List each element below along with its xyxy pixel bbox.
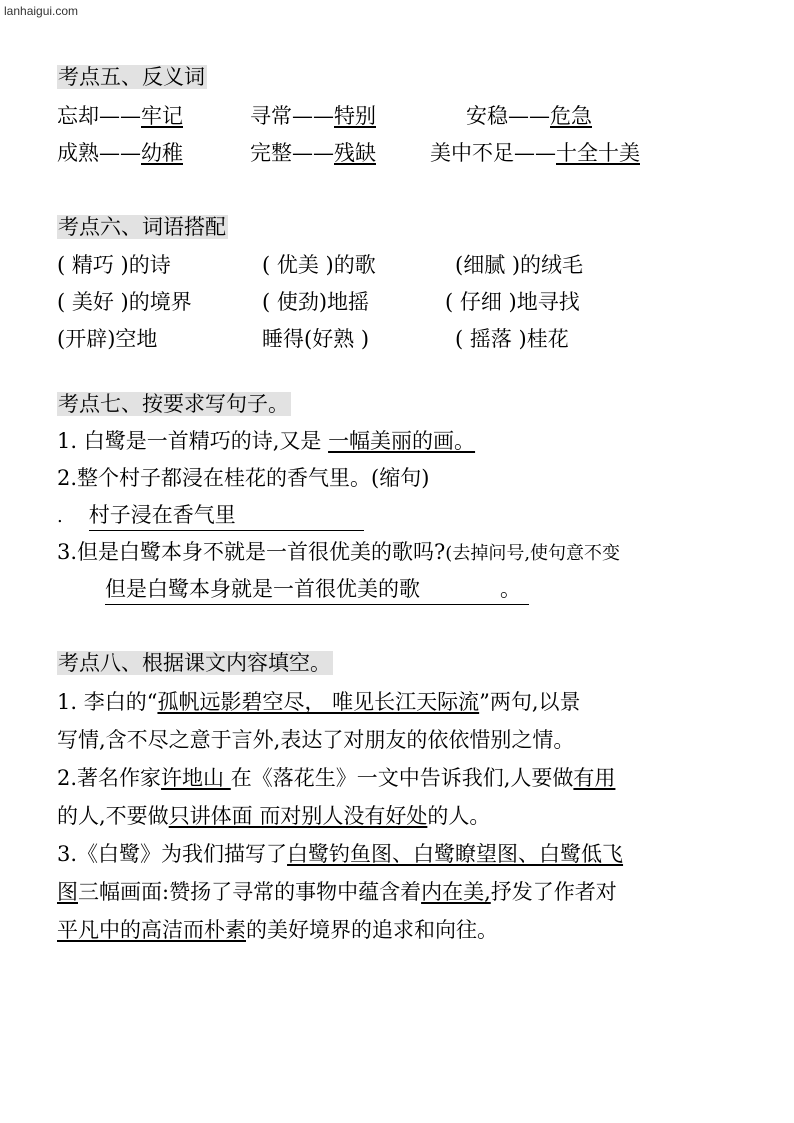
fill-blank-3: 3.《白鹭》为我们描写了白鹭钓鱼图、白鹭瞭望图、白鹭低飞 bbox=[57, 842, 624, 866]
watermark: lanhaigui.com bbox=[4, 4, 79, 18]
question-3: 3.但是白鹭本身不就是一首很优美的歌吗?(去掉问号,使句意不变 bbox=[57, 540, 621, 564]
section-5-heading: 考点五、反义词 bbox=[58, 65, 205, 89]
question-3-answer: 但是白鹭本身就是一首很优美的歌 。 bbox=[105, 574, 529, 605]
collocation-item: ( 美好 )的境界 bbox=[57, 290, 192, 314]
collocation-item: (开辟)空地 bbox=[57, 327, 158, 351]
antonym-pair: 寻常——特别 bbox=[250, 104, 376, 128]
antonym-pair: 安稳——危急 bbox=[466, 104, 592, 128]
collocation-item: ( 精巧 )的诗 bbox=[57, 253, 171, 277]
antonym-pair: 美中不足——十全十美 bbox=[430, 141, 640, 165]
section-7-heading: 考点七、按要求写句子。 bbox=[58, 392, 289, 416]
fill-blank-1: 1. 李白的“孤帆远影碧空尽， 唯见长江天际流”两句,以景 bbox=[57, 690, 581, 714]
fill-blank-2: 2.著名作家许地山 在《落花生》一文中告诉我们,人要做有用 bbox=[57, 766, 616, 790]
question-2: 2.整个村子都浸在桂花的香气里。(缩句) bbox=[57, 466, 430, 490]
fill-blank-1-cont: 写情,含不尽之意于言外,表达了对朋友的依依惜别之情。 bbox=[57, 728, 575, 752]
question-1: 1. 白鹭是一首精巧的诗,又是 一幅美丽的画。 bbox=[57, 429, 476, 453]
collocation-item: (细腻 )的绒毛 bbox=[455, 253, 584, 277]
collocation-item: ( 仔细 )地寻找 bbox=[445, 290, 580, 314]
antonym-pair: 完整——残缺 bbox=[250, 141, 376, 165]
collocation-item: ( 摇落 )桂花 bbox=[455, 327, 569, 351]
fill-blank-2-cont: 的人,不要做只讲体面 而对别人没有好处的人。 bbox=[57, 804, 491, 828]
collocation-item: ( 使劲)地摇 bbox=[262, 290, 370, 314]
collocation-item: 睡得(好熟 ) bbox=[262, 327, 370, 351]
section-8-heading: 考点八、根据课文内容填空。 bbox=[58, 651, 331, 675]
question-2-answer: . 村子浸在香气里 bbox=[57, 500, 364, 532]
fill-blank-3-end: 平凡中的高洁而朴素的美好境界的追求和向往。 bbox=[57, 918, 498, 942]
antonym-pair: 忘却——牢记 bbox=[57, 104, 183, 128]
fill-blank-3-cont: 图三幅画面:赞扬了寻常的事物中蕴含着内在美,抒发了作者对 bbox=[57, 880, 617, 904]
collocation-item: ( 优美 )的歌 bbox=[262, 253, 376, 277]
antonym-pair: 成熟——幼稚 bbox=[57, 141, 183, 165]
section-6-heading: 考点六、词语搭配 bbox=[58, 215, 226, 239]
